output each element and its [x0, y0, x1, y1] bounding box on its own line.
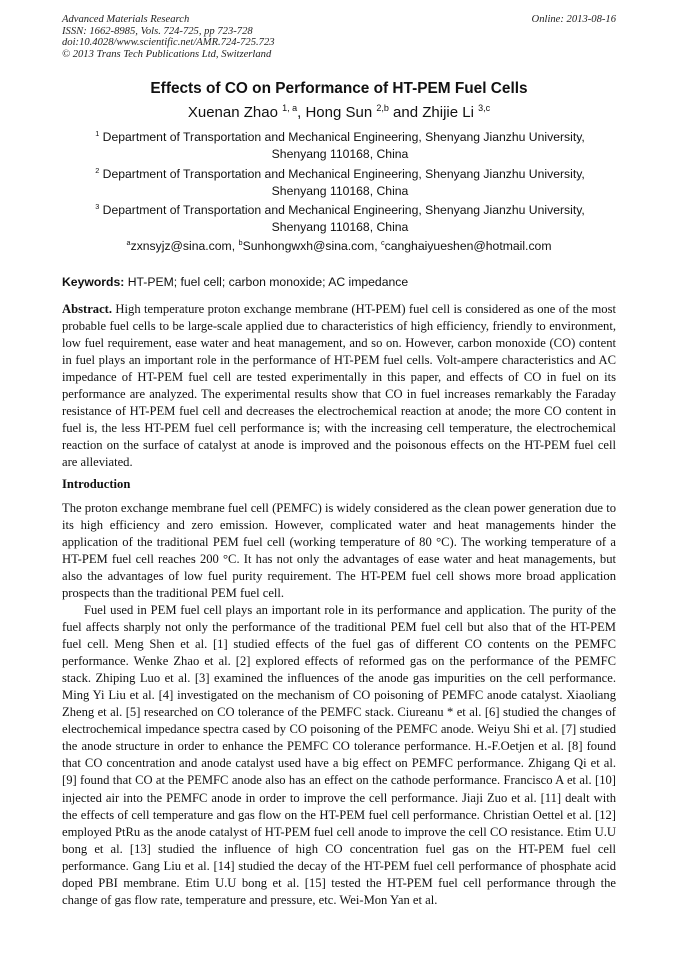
email-line: $^a$zxnsyjz@sina.com, $^b$Sunhongwxh@sina.com, $^c$canghaiyueshen@hotmail.com: [126, 237, 552, 253]
issn-line: ISSN: 1662-8985, Vols. 724-725, pp 723-728: [62, 25, 253, 37]
affiliation-text: Department of Transportation and Mechanical Engineering, Shenyang Jianzhu University,: [102, 203, 585, 217]
paragraph-text: Fuel used in PEM fuel cell plays an important role in its performance and application. The purity of the fuel affects sharply not only the performance of the traditional PEM fuel cell but also that of the HT-PEM fuel cell. Meng Shen et al. [1] studied effects of the fuel gas of different CO contents on the PEMFC performance. Wenke Zhao et al. [2] explored effects of reformed gas on the performance of the PEMFC stack. Zhiping Luo et al. [3] examined the influences of the anode gas impurities on the cell performance. Ming Yi Liu et al. [4] investigated on the mechanism of CO poisoning of PEMFC anode catalyst. Xiaoliang Zheng et al. [5] researched on CO tolerance of the PEMFC stack. Ciureanu * et al. [6] studied the changes of electrochemical impedance spectra cased by CO poisoning of the PEMFC anode. Weiyu Shi et al. [7] studied the anode structure in order to enhance the PEMFC CO tolerance performance. H.-F.Oetjen et al. [8] found that CO concentration and anode catalyst used have a big effect on PEMFC performance. Zhigang Qi et al. [9] found that CO at the PEMFC anode also has an effect on the cathode performance. Francisco A et al. [10] injected air into the PEMFC anode in order to improve the cell performance. Jiaji Zuo et al. [11] dealt with the effects of cell temperature and gas flow on the HT-PEM fuel cell performance. Christian Oettel et al. [12] employed PtRu as the anode catalyst of HT-PEM fuel cell anode to improve the cell CO resistance. Etim U.U bong et al. [13] studied the influence of high CO concentration fuel gas on the HT-PEM fuel cell performance. Gang Liu et al. [14] studied the decay of the HT-PEM fuel cell performance of phosphate acid doped PBI membrane. Etim U.U bong et al. [15] tested the HT-PEM fuel cell performance through the change of gas flow rate, temperature and pressure, etc. Wei-Mon Yan et al.: [62, 603, 616, 907]
abstract-text: High temperature proton exchange membrane (HT-PEM) fuel cell is considered as one of the most probable fuel cells to be large-scale applied due to characteristics of high efficiency, friendly to environment, low fuel requirement, ease water and heat management, and so on. However, carbon monoxide (CO) content in fuel plays an important role in the performance of HT-PEM fuel cells. Volt-ampere characteristics and AC impedance of HT-PEM fuel cell are tested experimentally in this paper, and effects of CO in fuel on its performance are analyzed. The experimental results show that CO in fuel increases remarkably the Faraday resistance of HT-PEM fuel cell and decreases the electrochemical reaction at anode; the more CO content in fuel is, the less HT-PEM fuel cell performance is; with the increasing cell temperature, the electrochemical reaction on the surface of catalyst at anode is improved and the poisonous effects on the HT-PEM fuel cell are alleviated.: [62, 302, 616, 470]
author-name: Xuenan Zhao: [187, 104, 278, 121]
affiliation-mark: 2: [95, 165, 100, 175]
copyright-line: © 2013 Trans Tech Publications Ltd, Switzerland: [62, 48, 272, 60]
author-affiliation-mark: 1, a: [282, 103, 298, 113]
author-affiliation-mark: 3,c: [478, 103, 491, 113]
affiliation-city: Shenyang 110168, China: [271, 220, 409, 234]
keywords-text: HT-PEM; fuel cell; carbon monoxide; AC impedance: [124, 275, 409, 289]
journal-name: Advanced Materials Research: [62, 14, 190, 25]
email-mark: a: [126, 237, 131, 247]
email-mark: c: [380, 237, 385, 247]
journal-header: [62, 14, 616, 60]
author-name: Hong Sun: [305, 104, 373, 121]
abstract: [62, 301, 616, 471]
author-line: [0, 104, 678, 121]
affiliation-city: Shenyang 110168, China: [271, 184, 409, 198]
affiliation-1: [70, 129, 610, 163]
paper-title: Effects of CO on Performance of HT-PEM Fuel Cells: [150, 80, 528, 97]
intro-paragraph-1: [62, 500, 616, 602]
email-address: zxnsyjz@sina.com: [130, 239, 232, 253]
abstract-label: Abstract.: [62, 302, 113, 316]
keywords: [62, 275, 616, 289]
affiliation-text: Department of Transportation and Mechanical Engineering, Shenyang Jianzhu University,: [102, 130, 585, 144]
intro-paragraph-2: [62, 602, 616, 909]
author-name: Zhijie Li: [422, 104, 474, 121]
affiliation-3: [70, 202, 610, 236]
author-separator: and: [388, 104, 423, 121]
email-address: canghaiyueshen@hotmail.com: [384, 239, 552, 253]
email-address: Sunhongwxh@sina.com: [242, 239, 375, 253]
author-affiliation-mark: 2,b: [376, 103, 389, 113]
affiliation-text: Department of Transportation and Mechanical Engineering, Shenyang Jianzhu University,: [102, 167, 585, 181]
section-heading-introduction: Introduction: [62, 477, 131, 491]
paragraph-text: The proton exchange membrane fuel cell (PEMFC) is widely considered as the clean power generation due to its high efficiency and zero emission. However, complicated water and heat managements hinder the application of the traditional PEM fuel cell (working temperature of 80 °C). The working temperature of a HT-PEM fuel cell reaches 200 °C. It has not only the advantages of ease water and heat managements, but also the advantages of low fuel purity requirement. The HT-PEM fuel cell shows more broad application prospects than the traditional PEM fuel cell.: [62, 501, 616, 601]
affiliation-2: [70, 166, 610, 200]
author-separator: ,: [297, 104, 306, 121]
online-date: Online: 2013-08-16: [531, 14, 616, 25]
email-mark: b: [238, 237, 243, 247]
affiliation-city: Shenyang 110168, China: [271, 147, 409, 161]
keywords-label: Keywords:: [62, 275, 125, 289]
affiliation-mark: 3: [95, 201, 100, 211]
affiliation-mark: 1: [95, 128, 100, 138]
doi-line: doi:10.4028/www.scientific.net/AMR.724-725.723: [62, 37, 275, 48]
